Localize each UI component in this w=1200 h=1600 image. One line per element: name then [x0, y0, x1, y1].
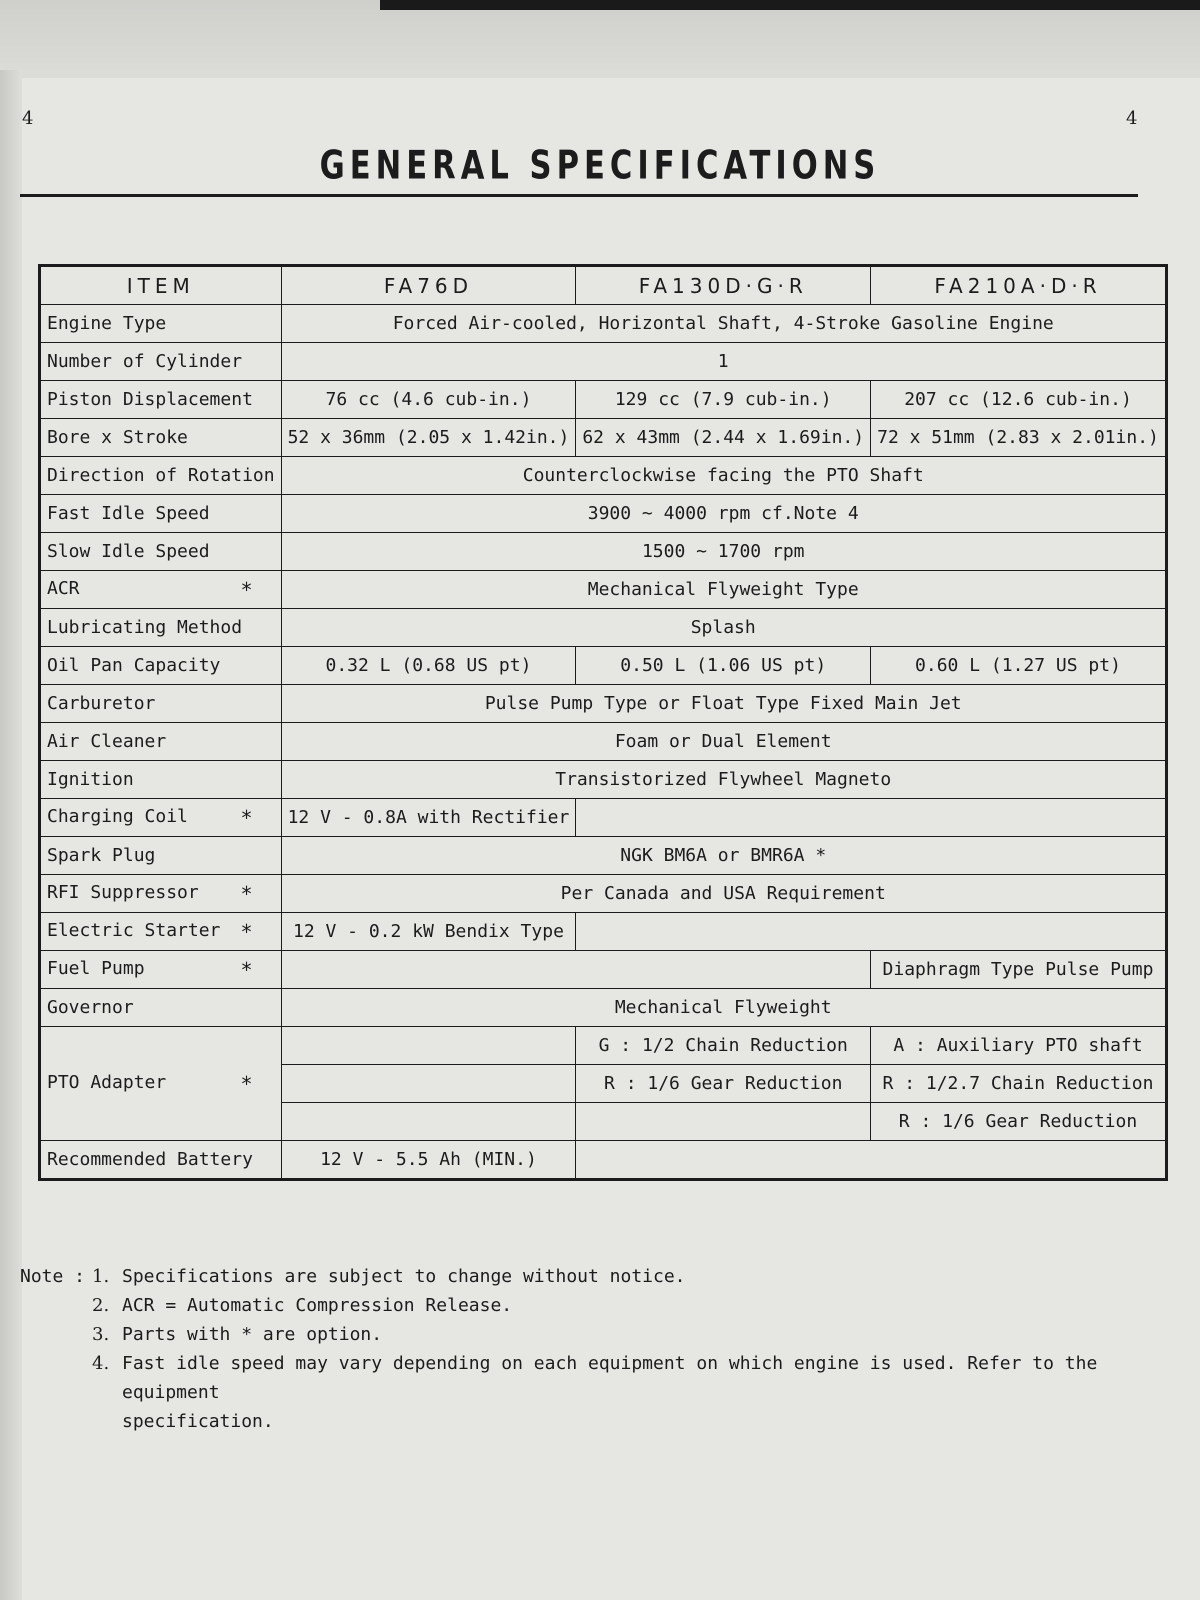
table-row — [40, 609, 1167, 647]
item-label: Governor — [40, 989, 282, 1027]
page-title: GENERAL SPECIFICATIONS — [319, 143, 881, 189]
note-label: Note : — [20, 1266, 86, 1287]
item-label: Fast Idle Speed — [40, 495, 282, 533]
spec-table — [38, 264, 1168, 1181]
note-number: 1. — [92, 1266, 110, 1287]
table-row — [40, 723, 1167, 761]
header-row — [40, 266, 1167, 305]
value-all: Foam or Dual Element — [281, 723, 1166, 761]
value-empty — [281, 1065, 576, 1103]
note-item — [20, 1291, 1180, 1320]
note-item — [20, 1320, 1180, 1349]
value-fa76d: 0.32 L (0.68 US pt) — [281, 647, 576, 685]
table-row — [40, 343, 1167, 381]
table-row — [40, 1027, 1167, 1065]
value-fa76d: 52 x 36mm (2.05 x 1.42in.) — [281, 419, 576, 457]
table-row — [40, 913, 1167, 951]
item-label: Charging Coil * — [40, 799, 282, 837]
value-fa210: 72 x 51mm (2.83 x 2.01in.) — [871, 419, 1167, 457]
item-label: RFI Suppressor * — [40, 875, 282, 913]
item-label: Oil Pan Capacity — [40, 647, 282, 685]
value-all: Mechanical Flyweight — [281, 989, 1166, 1027]
table-row — [40, 951, 1167, 989]
table-row — [40, 457, 1167, 495]
page-fold — [0, 70, 22, 1600]
item-label: Engine Type — [40, 305, 282, 343]
table-row — [40, 989, 1167, 1027]
table-row — [40, 533, 1167, 571]
item-label: Direction of Rotation — [40, 457, 282, 495]
value-fa76d: 12 V - 0.8A with Rectifier — [281, 799, 576, 837]
note-item — [20, 1349, 1180, 1407]
item-label: Air Cleaner — [40, 723, 282, 761]
value-all: Per Canada and USA Requirement — [281, 875, 1166, 913]
value-all: Mechanical Flyweight Type — [281, 571, 1166, 609]
table-row — [40, 875, 1167, 913]
value-empty — [281, 1103, 576, 1141]
table-row — [40, 647, 1167, 685]
header-fa130: FA130D·G·R — [576, 266, 871, 305]
value-fa210: 207 cc (12.6 cub-in.) — [871, 381, 1167, 419]
table-row — [40, 685, 1167, 723]
page-number-right: 4 — [1126, 108, 1138, 129]
note-text: Fast idle speed may vary depending on each equipment on which engine is used. Refer to the equipment — [122, 1353, 1098, 1403]
header-item: ITEM — [40, 266, 282, 305]
value-fa130: 62 x 43mm (2.44 x 1.69in.) — [576, 419, 871, 457]
value-fa210: 0.60 L (1.27 US pt) — [871, 647, 1167, 685]
item-label: Bore x Stroke — [40, 419, 282, 457]
value-empty — [281, 951, 871, 989]
note-text: Specifications are subject to change without notice. — [122, 1266, 686, 1287]
item-label: Ignition — [40, 761, 282, 799]
table-row — [40, 305, 1167, 343]
value-fa76d: 12 V - 0.2 kW Bendix Type — [281, 913, 576, 951]
option-star: * — [240, 805, 253, 830]
option-star: * — [240, 881, 253, 906]
option-star: * — [240, 919, 253, 944]
item-label: Lubricating Method — [40, 609, 282, 647]
page-number-left: 4 — [22, 108, 34, 129]
option-star: * — [240, 577, 253, 602]
item-label: Spark Plug — [40, 837, 282, 875]
table-row — [40, 381, 1167, 419]
note-text-continuation: specification. — [122, 1411, 274, 1432]
value-fa130: 0.50 L (1.06 US pt) — [576, 647, 871, 685]
value-empty — [576, 1141, 1167, 1180]
value-fa130: G : 1/2 Chain Reduction — [576, 1027, 871, 1065]
item-label: Slow Idle Speed — [40, 533, 282, 571]
item-label: Carburetor — [40, 685, 282, 723]
table-row — [40, 837, 1167, 875]
option-star: * — [240, 1071, 253, 1096]
note-item — [20, 1262, 1180, 1291]
table-row — [40, 799, 1167, 837]
value-empty — [576, 799, 1167, 837]
value-all: Transistorized Flywheel Magneto — [281, 761, 1166, 799]
value-all: 1 — [281, 343, 1166, 381]
table-row — [40, 1141, 1167, 1180]
table-row — [40, 761, 1167, 799]
value-all: Forced Air-cooled, Horizontal Shaft, 4-Stroke Gasoline Engine — [281, 305, 1166, 343]
item-label: Fuel Pump * — [40, 951, 282, 989]
value-fa210: R : 1/6 Gear Reduction — [871, 1103, 1167, 1141]
item-label: Piston Displacement — [40, 381, 282, 419]
value-fa210: R : 1/2.7 Chain Reduction — [871, 1065, 1167, 1103]
table-row — [40, 419, 1167, 457]
option-star: * — [240, 957, 253, 982]
value-all: 3900 ~ 4000 rpm cf.Note 4 — [281, 495, 1166, 533]
value-empty — [576, 913, 1167, 951]
background-strip — [0, 0, 1200, 78]
table-row — [40, 495, 1167, 533]
note-number: 2. — [92, 1295, 110, 1316]
value-fa130: 129 cc (7.9 cub-in.) — [576, 381, 871, 419]
header-fa210: FA210A·D·R — [871, 266, 1167, 305]
item-label: Number of Cylinder — [40, 343, 282, 381]
value-all: Splash — [281, 609, 1166, 647]
header-fa76d: FA76D — [281, 266, 576, 305]
value-empty — [281, 1027, 576, 1065]
note-number: 3. — [92, 1324, 110, 1345]
value-all: NGK BM6A or BMR6A * — [281, 837, 1166, 875]
value-fa76d: 76 cc (4.6 cub-in.) — [281, 381, 576, 419]
value-all: Pulse Pump Type or Float Type Fixed Main Jet — [281, 685, 1166, 723]
note-text: Parts with * are option. — [122, 1324, 383, 1345]
table-row — [40, 571, 1167, 609]
value-fa210: A : Auxiliary PTO shaft — [871, 1027, 1167, 1065]
item-label: Recommended Battery — [40, 1141, 282, 1180]
item-label: ACR * — [40, 571, 282, 609]
value-empty — [576, 1103, 871, 1141]
value-fa210: Diaphragm Type Pulse Pump — [871, 951, 1167, 989]
item-label: PTO Adapter * — [40, 1027, 282, 1141]
note-number: 4. — [92, 1353, 110, 1374]
notes — [20, 1262, 1180, 1436]
item-label: Electric Starter * — [40, 913, 282, 951]
value-fa130: R : 1/6 Gear Reduction — [576, 1065, 871, 1103]
value-all: 1500 ~ 1700 rpm — [281, 533, 1166, 571]
note-text: ACR = Automatic Compression Release. — [122, 1295, 513, 1316]
value-all: Counterclockwise facing the PTO Shaft — [281, 457, 1166, 495]
value-fa76d: 12 V - 5.5 Ah (MIN.) — [281, 1141, 576, 1180]
title-rule — [20, 194, 1138, 197]
